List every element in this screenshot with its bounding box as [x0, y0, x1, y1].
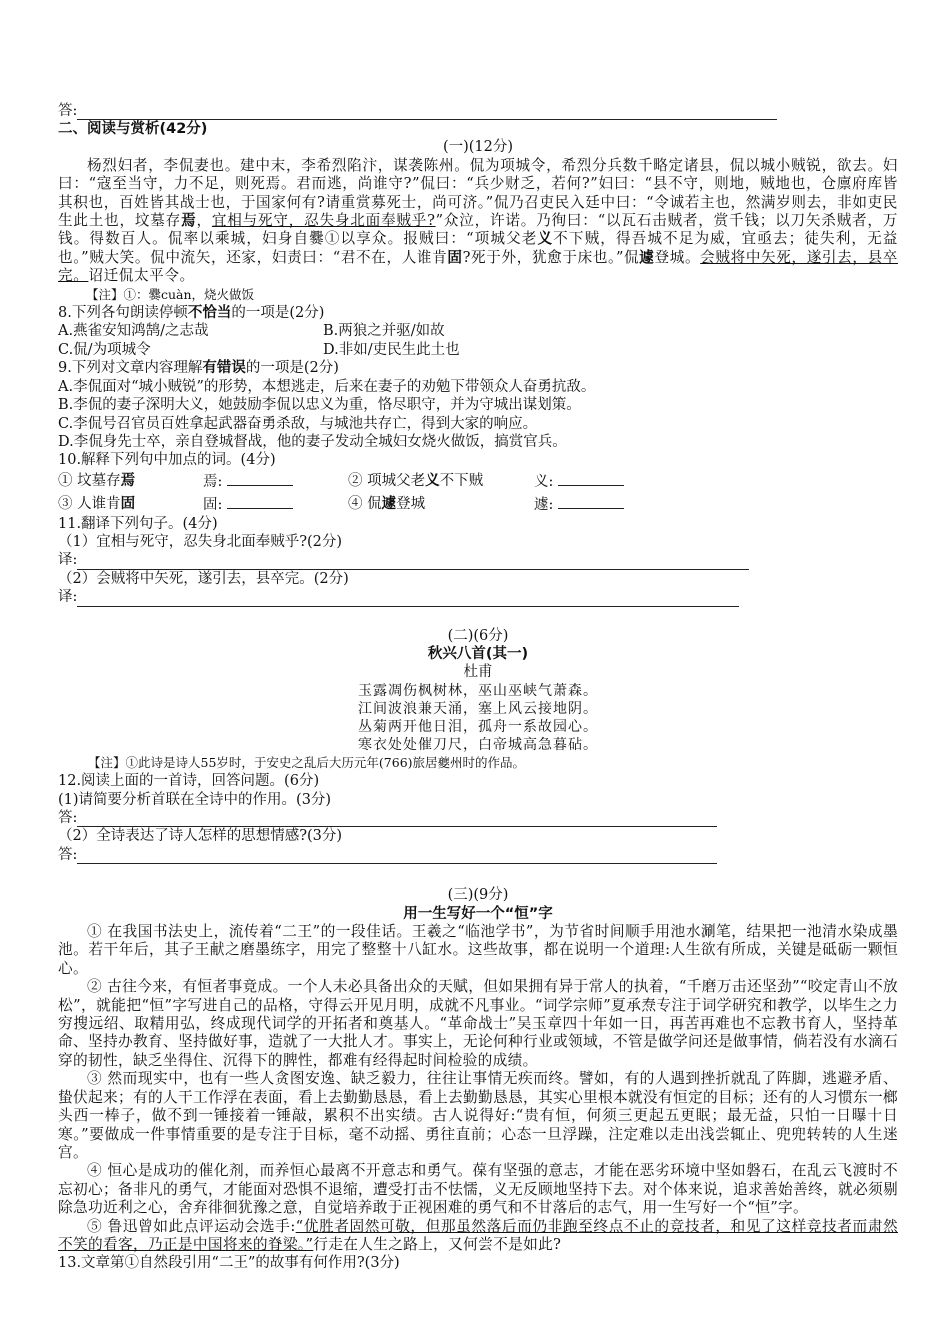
underlined-sentence-2: 会贼将中矢死，遂引去，县卒完。	[58, 248, 899, 285]
essay-paragraph-4: ④ 恒心是成功的催化剂，而养恒心最离不开意志和勇气。葆有坚强的意志，才能在恶劣环境中坚如磐石，在乱云飞渡时不忘初心；备非凡的勇气，才能面对恐惧不退缩，遭受打击不怯懦，义无反顾地坚持下去。对个体来说，追求善始善终，就必须剔除急功近利之心，舍弃徘徊犹豫之意，自觉培养敢于正视困难的勇气和不甘落后的志气，用一生写好一个“恒”字。	[58, 1162, 898, 1217]
q11-blank-2[interactable]	[77, 593, 739, 607]
top-answer-line	[58, 100, 898, 120]
poem-author: 杜甫	[463, 664, 493, 681]
q8-stem: 8.下列各句朗读停顿不恰当的一项是(2分)	[58, 304, 325, 322]
q10-item-1: ① 坟墓存焉	[58, 471, 136, 489]
q10-answer-3: 固:	[203, 495, 348, 514]
dotted-word-yan: 焉	[181, 212, 197, 230]
q11-stem: 11.翻译下列句子。(4分)	[58, 515, 218, 532]
q9-option-d[interactable]: D.李侃身先士卒，亲自登城督战，他的妻子发动全城妇女烧火做饭，搞赏官兵。	[58, 433, 567, 450]
poem-line-2: 江间波浪兼天涌，塞上风云接地阴。	[358, 700, 598, 717]
essay-paragraph-5: ⑤ 鲁迅曾如此点评运动会选手:“优胜者固然可敬，但那虽然落后而仍非跑至终点不止的竞技者，和见了这样竞技者而肃然不笑的看客，乃正是中国将来的脊梁。”行走在人生之路上，又何尝不是如此?	[58, 1217, 898, 1253]
answer-blank[interactable]	[77, 106, 777, 120]
classical-passage: 杨烈妇者，李侃妻也。建中末，李希烈陷汴，谋袭陈州。侃为项城令，希烈分兵数千略定诸县，侃以城小贼锐，欲去。妇曰：“寇至当守，力不足，则死焉。君而逃，尚谁守?”侃曰：“兵少财乏，若何?”妇曰：“县不守，则地，贼地也，仓廪府库皆其积也，百姓皆其战士也，于国家何有?请重赏募死士，尚可济。”侃乃召吏民入廷中曰：“令诚若主也，然满岁则去，非如吏民生此土也，坟墓存焉，宜相与死守，忍失身北面奉贼乎?”众泣，许诺。乃徇曰：“以瓦石击贼者，赏千钱；以刀矢杀贼者，万钱。得数百人。侃率以乘城，妇身自爨①以享众。报贼曰：“项城父老义不下贼，得吾城不足为威，宜亟去；徒失利，无益也。”贼大笑。侃中流矢，还家，妇责曰：“君不在，人谁肯固?死于外，犹愈于床也。”侃遽登城。会贼将中矢死，遂引去，县卒完。诏迁侃太平令。	[58, 156, 899, 285]
q9-option-b[interactable]: B.李侃的妻子深明大义，她鼓励李侃以忠义为重，恪尽职守，并为守城出谋划策。	[58, 397, 581, 414]
q12-answer-1: 答:	[58, 809, 898, 827]
exam-page	[58, 100, 898, 1273]
essay-paragraph-2: ② 古往今来，有恒者事竟成。一个人未必具备出众的天赋，但如果拥有异于常人的执着，“千磨万击还坚劲”“咬定青山不放松”，就能把“恒”字写进自己的品格，守得云开见月明，成就不凡事业。“词学宗师”夏承焘专注于词学研究和教学，以毕生之力穷搜远绍、取精用弘，终成现代词学的开拓者和奠基人。“革命战士”吴玉章四十年如一日，再苦再难也不忘教书育人，坚持革命、坚持办教育、坚持做好事，造就了一大批人才。事实上，无论何种行业或领域，不管是做学问还是做事情，倘若没有水滴石穿的韧性，缺乏坐得住、沉得下的脾性，都难有经得起时间检验的成绩。	[58, 978, 898, 1069]
q10-blank-4[interactable]	[558, 495, 624, 509]
q12-sub2: （2）全诗表达了诗人怎样的思想情感?(3分)	[58, 828, 343, 845]
q8-option-b[interactable]: B.两狼之并驱/如故	[323, 323, 445, 340]
q10-answer-1: 焉:	[203, 472, 348, 491]
underlined-quote: “优胜者固然可敬，但那虽然落后而仍非跑至终点不止的竞技者，和见了这样竞技者而肃然不笑的看客，乃正是中国将来的脊梁。”	[58, 1217, 898, 1253]
q10-grid	[58, 472, 898, 515]
q9-stem: 9.下列对文章内容理解有错误的一项是(2分)	[58, 359, 339, 377]
q11-blank-1[interactable]	[77, 556, 749, 570]
poem-line-1: 玉露凋伤枫树林，巫山巫峡气萧森。	[358, 682, 598, 699]
essay-paragraph-3: ③ 然而现实中，也有一些人贪图安逸、缺乏毅力，往往让事情无疾而终。譬如，有的人遇到挫折就乱了阵脚，逃避矛盾、蛰伏起来；有的人干工作浮在表面，看上去勤勤恳恳，看上去勤勤恳恳，其实心里根本就没有恒定的目标；还有的人习惯东一榔头西一棒子，做不到一锤接着一锤敲，累积不出实绩。古人说得好:“贵有恒，何须三更起五更眠；最无益，只怕一日曝十日寒。”要做成一件事情重要的是专注于目标，毫不动摇、勇往直前；心态一旦浮躁，注定难以走出浅尝辄止、兜兜转转的人生迷宫。	[58, 1070, 898, 1161]
q8-option-a[interactable]: A.燕雀安知鸿鹄/之志哉	[58, 323, 209, 340]
q10-item-4: ④ 侃遽登城	[348, 495, 426, 513]
q8-options	[58, 322, 898, 359]
part3-header: (三)(9分)	[447, 887, 509, 904]
q8-option-d[interactable]: D.非如/吏民生此土也	[323, 341, 460, 358]
q13-stem: 13.文章第①自然段引用“二王”的故事有何作用?(3分)	[58, 1255, 400, 1272]
poem-line-4: 寒衣处处催刀尺，白帝城高急暮砧。	[358, 736, 598, 753]
q11-answer-1: 译:	[58, 551, 898, 569]
q10-blank-3[interactable]	[227, 495, 293, 509]
dotted-word-yi: 义	[537, 230, 554, 248]
essay-title: 用一生写好一个“恒”字	[403, 905, 553, 922]
q10-stem: 10.解释下列句中加点的词。(4分)	[58, 452, 276, 469]
q11-answer-2: 译:	[58, 588, 898, 606]
q12-answer-2: 答:	[58, 846, 898, 864]
part2-header: (二)(6分)	[447, 627, 509, 644]
q10-item-3: ③ 人谁肯固	[58, 495, 136, 513]
q12-sub1: (1)请简要分析首联在全诗中的作用。(3分)	[58, 791, 332, 808]
q10-answer-4: 遽:	[534, 495, 704, 514]
q11-sub2: （2）会贼将中矢死，遂引去，县卒完。(2分)	[58, 570, 349, 587]
answer-label: 答:	[58, 102, 78, 119]
q12-stem: 12.阅读上面的一首诗，回答问题。(6分)	[58, 773, 320, 790]
q12-blank-2[interactable]	[77, 850, 717, 864]
section-heading: 二、阅读与赏析(42分)	[58, 121, 208, 137]
underlined-sentence-1: 宜相与死守，忍失身北面奉贼乎?	[211, 212, 436, 230]
dotted-word-gu: 固	[447, 248, 463, 266]
poem-note: 【注】①此诗是诗人55岁时，于安史之乱后大历元年(766)旅居夔州时的作品。	[88, 754, 526, 770]
poem-title: 秋兴八首(其一)	[427, 645, 529, 662]
q9-option-c[interactable]: C.李侃号召官员百姓拿起武器奋勇杀敌，与城池共存亡，得到大家的响应。	[58, 415, 538, 432]
essay-paragraph-1: ① 在我国书法史上，流传着“二王”的一段佳话。王羲之“临池学书”，为节省时间顺手用池水涮笔，结果把一池清水染成墨池。若干年后，其子王献之磨墨练字，用完了整整十八缸水。这些故事，都在说明一个道理:人生欲有所成，关键是砥砺一颗恒心。	[58, 923, 898, 977]
q12-blank-1[interactable]	[77, 813, 717, 827]
q11-sub1: （1）宜相与死守，忍失身北面奉贼乎?(2分)	[58, 533, 343, 550]
q10-answer-2: 义:	[534, 472, 704, 491]
q8-option-c[interactable]: C.侃/为项城令	[58, 341, 151, 358]
passage-note: 【注】①：爨cuàn，烧火做饭	[86, 286, 255, 302]
part1-header: (一)(12分)	[442, 139, 514, 156]
q10-item-2: ② 项城父老义不下贼	[348, 471, 484, 489]
q10-blank-2[interactable]	[558, 472, 624, 486]
q9-option-a[interactable]: A.李侃面对“城小贼锐”的形势，本想逃走，后来在妻子的劝勉下带领众人奋勇抗敌。	[58, 378, 596, 395]
dotted-word-ju: 遽	[639, 248, 655, 266]
poem-line-3: 丛菊两开他日泪，孤舟一系故园心。	[358, 718, 598, 735]
q10-blank-1[interactable]	[227, 472, 293, 486]
